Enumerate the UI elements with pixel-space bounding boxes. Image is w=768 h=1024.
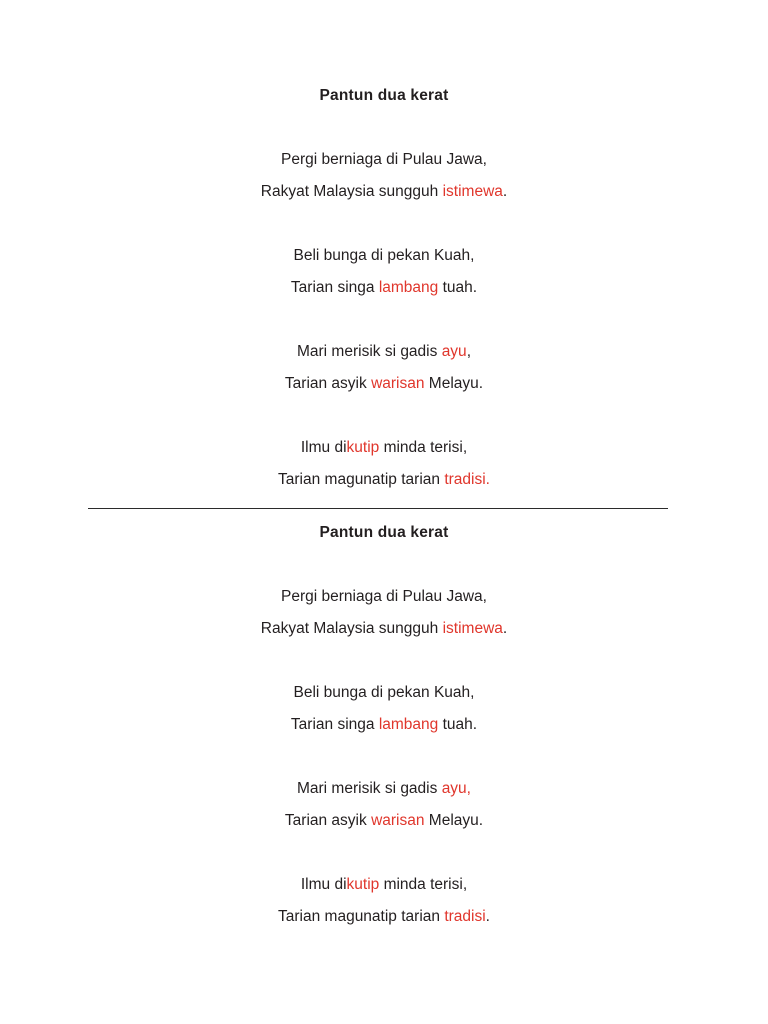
highlighted-word: warisan	[371, 375, 425, 392]
line-text: Beli bunga di pekan Kuah,	[293, 247, 475, 264]
line-text: Pergi berniaga di Pulau Jawa,	[281, 151, 487, 168]
pantun-line	[0, 432, 768, 464]
blank-line	[0, 304, 768, 336]
line-text: Tarian asyik	[284, 375, 372, 392]
line-text: Mari merisik si gadis	[296, 343, 442, 360]
pantun-stanza	[0, 432, 768, 496]
pantun-stanza	[0, 677, 768, 741]
line-text: Mari merisik si gadis	[296, 780, 442, 797]
pantun-line	[0, 144, 768, 176]
pantun-line	[0, 240, 768, 272]
line-text: minda terisi,	[379, 876, 468, 893]
blank-line	[0, 741, 768, 773]
line-text: .	[502, 183, 508, 200]
line-text: Tarian magunatip tarian	[278, 471, 445, 488]
pantun-stanza	[0, 144, 768, 208]
highlighted-word: kutip	[346, 439, 380, 456]
pantun-line	[0, 773, 768, 805]
highlighted-word: ayu,	[441, 780, 471, 797]
pantun-title: Pantun dua kerat	[319, 87, 449, 104]
pantun-stanza	[0, 581, 768, 645]
line-text: Tarian singa	[290, 279, 379, 296]
line-text: tuah.	[438, 716, 478, 733]
pantun-line	[0, 368, 768, 400]
highlighted-word: lambang	[378, 716, 439, 733]
highlighted-word: tradisi	[444, 908, 486, 925]
line-text: Rakyat Malaysia sungguh	[260, 620, 443, 637]
line-text: Beli bunga di pekan Kuah,	[293, 684, 475, 701]
pantun-line	[0, 464, 768, 496]
pantun-line	[0, 581, 768, 613]
line-text: Tarian asyik	[284, 812, 372, 829]
pantun-stanza	[0, 869, 768, 933]
pantun-line	[0, 805, 768, 837]
line-text: ,	[466, 343, 471, 360]
line-text: Melayu.	[424, 375, 484, 392]
blank-line	[0, 549, 768, 581]
line-text: .	[485, 908, 490, 925]
blank-line	[0, 837, 768, 869]
pantun-line	[0, 176, 768, 208]
section-divider	[88, 508, 668, 509]
highlighted-word: ayu	[441, 343, 467, 360]
line-text: Melayu.	[424, 812, 484, 829]
pantun-stanza	[0, 336, 768, 400]
pantun-line	[0, 901, 768, 933]
highlighted-word: warisan	[371, 812, 425, 829]
highlighted-word: tradisi.	[444, 471, 490, 488]
line-text: Tarian magunatip tarian	[278, 908, 445, 925]
pantun-line	[0, 613, 768, 645]
pantun-line	[0, 869, 768, 901]
pantun-stanza	[0, 773, 768, 837]
pantun-line	[0, 336, 768, 368]
highlighted-word: lambang	[378, 279, 439, 296]
blank-line	[0, 112, 768, 144]
blank-line	[0, 208, 768, 240]
pantun-stanza	[0, 240, 768, 304]
line-text: Ilmu di	[300, 876, 347, 893]
highlighted-word: istimewa	[442, 620, 503, 637]
highlighted-word: kutip	[346, 876, 380, 893]
line-text: tuah.	[438, 279, 478, 296]
pantun-line	[0, 677, 768, 709]
pantun-line	[0, 272, 768, 304]
highlighted-word: istimewa	[442, 183, 503, 200]
line-text: .	[502, 620, 508, 637]
blank-line	[0, 400, 768, 432]
blank-line	[0, 645, 768, 677]
line-text: Ilmu di	[300, 439, 347, 456]
line-text: Tarian singa	[290, 716, 379, 733]
line-text: Rakyat Malaysia sungguh	[260, 183, 443, 200]
pantun-title: Pantun dua kerat	[319, 524, 449, 541]
pantun-line	[0, 709, 768, 741]
line-text: Pergi berniaga di Pulau Jawa,	[281, 588, 487, 605]
line-text: minda terisi,	[379, 439, 468, 456]
